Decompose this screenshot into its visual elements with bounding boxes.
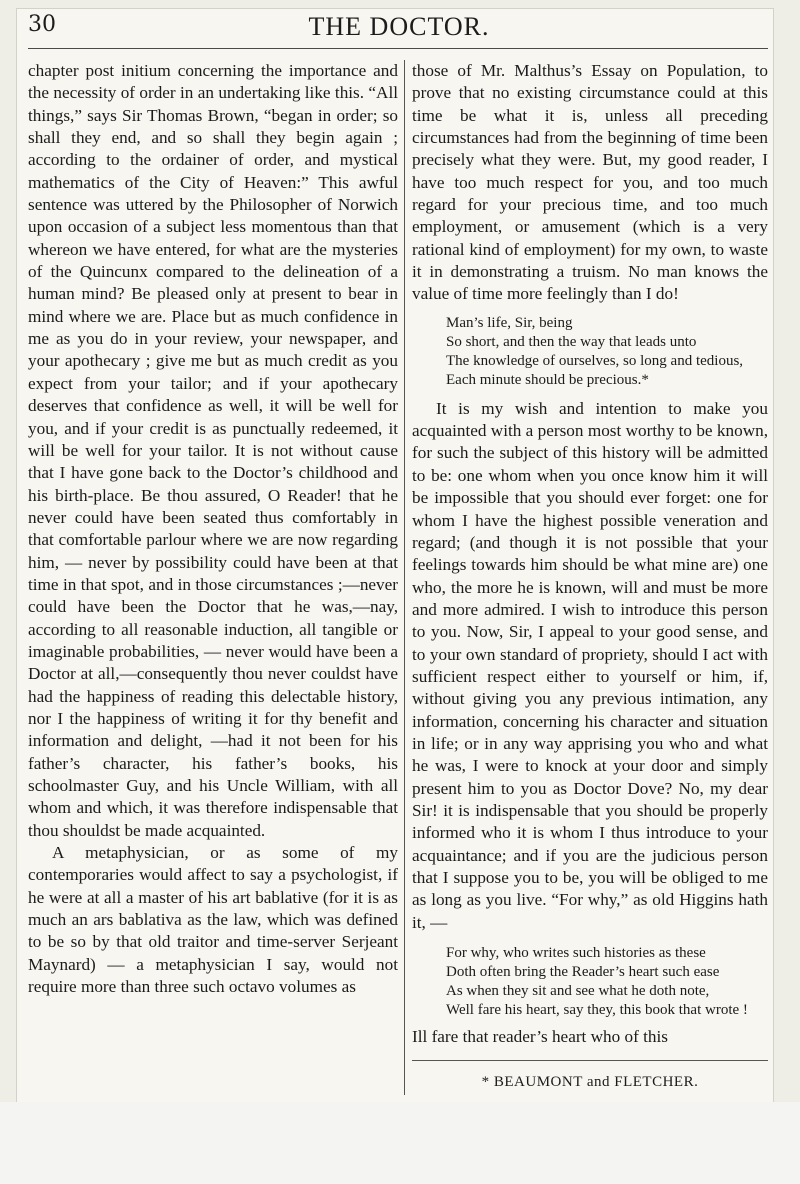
left-paragraph-2: A metaphysician, or as some of my contemporaries would affect to say a psychologist, if he were at all a master of his art bablative (for it is as much an ars bablativa as the law, which was defined to be so by that old traitor and time-server Serjeant Maynard) — a metaphysician I say, would not require more than three such octavo volumes as bbox=[28, 843, 398, 997]
verse-quotation-2 bbox=[446, 944, 768, 1020]
verse-line: Well fare his heart, say they, this book that wrote ! bbox=[446, 1002, 748, 1019]
page-header bbox=[28, 12, 770, 42]
right-paragraph-3: Ill fare that reader’s heart who of this bbox=[412, 1027, 668, 1047]
footnote-rule bbox=[412, 1060, 768, 1061]
verse-line: For why, who writes such histories as these bbox=[446, 945, 706, 962]
verse-line: So short, and then the way that leads unto bbox=[446, 333, 697, 350]
column-divider bbox=[404, 60, 405, 1095]
right-paragraph-1: those of Mr. Malthus’s Essay on Population, to prove that no existing circumstance could at this time be what it is, unless all preceding circumstances had from the beginning of time been precisely what they were. But, my good reader, I have too much respect for you, and too much regard for your precious time, and too much employment, or amusement (which is a very rational kind of employment) for my own, to waste it in demonstrating a truism. No man knows the value of time more feelingly than I do! bbox=[412, 61, 768, 304]
left-paragraph-1: chapter post initium concerning the importance and the necessity of order in an undertaking like this. “All things,” says Sir Thomas Brown, “began in order; so shall they end, and so shall they begin again ; according to the ordainer of order, and mystical mathematics of the City of Heaven:” This awful sentence was uttered by the Philosopher of Norwich upon occasion of a subject less momentous than that whereon we have entered, for what are the mysteries of the Quincunx compared to the delineation of a human mind? Be pleased only at present to bear in mind where we are. Place but as much confidence in me as you do in your review, your newspaper, and your apothecary ; give me but as much credit as you expect from your tailor; and if your apothecary deserves that confidence as well, it will be well for you, and if your credit is as punctually redeemed, it will be well for your tailor. It is not without cause that I have gone back to the Doctor’s childhood and his birth-place. Be thou assured, O Reader! that he never could have been seated thus comfortably in that comfortable parlour where we are now regarding him, — never by possibility could have been at that time in that spot, and in those circumstances ;—never could have been the Doctor that he was,—nay, according to all reasonable induction, all tangible or imaginable probabilities, — never would have been a Doctor at all,—consequently thou never couldst have had the happiness of reading this delectable history, nor I the happiness of writing it for thy benefit and information and delight, —had it not been for his father’s character, his father’s books, his schoolmaster Guy, and his Uncle William, with all whom and which, it was therefore indispensable that thou shouldst be made acquainted. bbox=[28, 61, 398, 840]
verse-line: As when they sit and see what he doth note, bbox=[446, 983, 710, 1000]
footnote: * BEAUMONT and FLETCHER. bbox=[481, 1074, 699, 1091]
verse-line: The knowledge of ourselves, so long and tedious, bbox=[446, 352, 744, 369]
left-column bbox=[28, 60, 398, 1095]
running-head: THE DOCTOR. bbox=[308, 12, 490, 41]
page-number: 30 bbox=[28, 12, 56, 37]
verse-quotation-1 bbox=[446, 314, 768, 390]
verse-line: Each minute should be precious.* bbox=[446, 371, 649, 388]
right-column bbox=[412, 60, 768, 1095]
page-bottom-margin bbox=[0, 1102, 800, 1184]
header-rule bbox=[28, 48, 768, 49]
verse-line: Doth often bring the Reader’s heart such ease bbox=[446, 964, 720, 981]
verse-line: Man’s life, Sir, being bbox=[446, 314, 573, 331]
right-paragraph-2: It is my wish and intention to make you acquainted with a person most worthy to be known, for such the subject of this history will be admitted to be: one whom when you once know him it will be impossible that you should ever forget: one for whom I have the highest possible veneration and regard; (and though it is not possible that your feelings towards him should be what mine are) one who, the more he is known, will and must be more and more admired. I wish to introduce this person to you. Now, Sir, I appeal to your good sense, and to your own standard of propriety, should I act with sufficient respect either to yourself or him, if, without giving you any previous intimation, any information, concerning his character and situation in life; or in any way apprising you who and what he was, I were to knock at your door and simply present him to you as Doctor Dove? No, my dear Sir! it is indispensable that you should be properly informed who it is whom I thus introduce to your acquaintance; and if you are the judicious person that I suppose you to be, you will be obliged to me as long as you live. “For why,” as old Higgins hath it, — bbox=[412, 398, 768, 932]
